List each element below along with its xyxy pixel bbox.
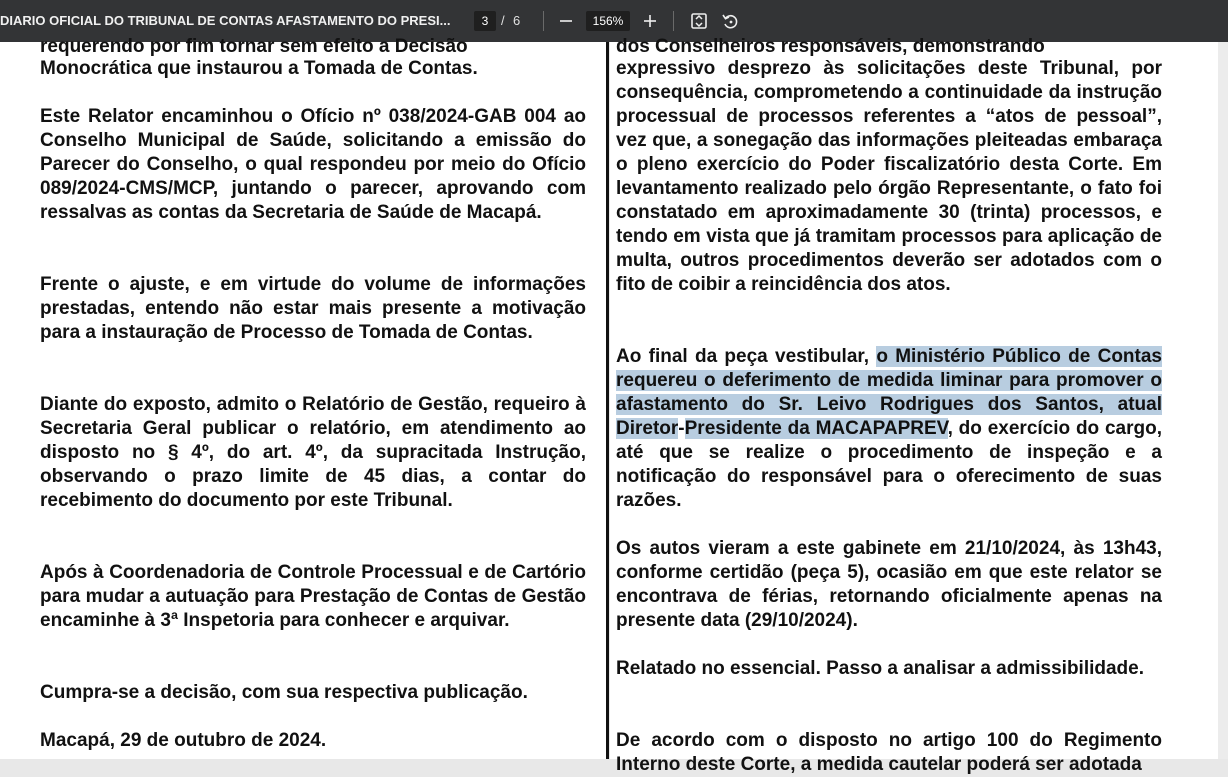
viewer-scrollbar[interactable] <box>1218 42 1228 759</box>
paragraph-with-highlight <box>616 345 1162 513</box>
zoom-out-icon <box>559 14 573 28</box>
toolbar-divider <box>673 11 674 31</box>
pdf-page-right-column <box>610 36 1218 775</box>
zoom-out-button[interactable] <box>553 8 579 34</box>
paragraph: Os autos vieram a este gabinete em 21/10/2024, às 13h43, conforme certidão (peça 5), ocasião em que este relator se encontrava de férias, retornando oficialmente apenas na presente data (29/10/2024). <box>616 538 1162 631</box>
paragraph: Macapá, 29 de outubro de 2024. <box>40 730 327 751</box>
paragraph: Após à Coordenadoria de Controle Processual e de Cartório para mudar a autuação para Prestação de Contas de Gestão encaminhe à 3ª Inspetoria para conhecer e arquivar. <box>40 562 586 631</box>
current-page-input[interactable]: 3 <box>474 11 496 31</box>
cut-off-text-line: requerendo por fim tornar sem efeito a Decisão <box>40 36 468 57</box>
page-separator: / <box>501 13 505 28</box>
document-title: DIARIO OFICIAL DO TRIBUNAL DE CONTAS AFASTAMENTO DO PRESI... <box>0 13 451 28</box>
paragraph: Este Relator encaminhou o Ofício nº 038/2024-GAB 004 ao Conselho Municipal de Saúde, solicitando a emissão do Parecer do Conselho, o qual respondeu por meio do Ofício 089/2024-CMS/MCP, juntando o parecer, aprovando com ressalvas as contas da Secretaria de Saúde de Macapá. <box>40 106 586 223</box>
text-span: - <box>678 418 685 439</box>
text-span: , do exercício do cargo, até que se realize o procedimento de inspeção e a notificação do responsável para o oferecimento de suas razões. <box>616 418 1162 511</box>
rotate-icon <box>721 12 739 30</box>
rotate-button[interactable] <box>717 8 743 34</box>
column-divider <box>606 42 609 759</box>
paragraph: Frente o ajuste, e em virtude do volume de informações prestadas, entendo não estar mais presente a motivação para a instauração de Processo de Tomada de Contas. <box>40 274 586 343</box>
text-span: Ao final da peça vestibular, <box>616 346 877 367</box>
total-pages: 6 <box>513 13 521 28</box>
zoom-in-icon <box>643 14 657 28</box>
cut-off-text-line: dos Conselheiros responsáveis, demonstrando <box>616 36 1045 57</box>
paragraph: Relatado no essencial. Passo a analisar a admissibilidade. <box>616 658 1145 679</box>
paragraph: Diante do exposto, admito o Relatório de Gestão, requeiro à Secretaria Geral publicar o relatório, em atendimento ao disposto no § 4º, do art. 4º, da supracitada Instrução, observando o prazo limite de 45 dias, a contar do recebimento do documento por este Tribunal. <box>40 394 586 511</box>
toolbar-divider <box>543 11 544 31</box>
paragraph: Cumpra-se a decisão, com sua respectiva publicação. <box>40 682 528 703</box>
highlighted-text[interactable]: Presidente da MACAPAPREV <box>684 418 948 439</box>
paragraph: De acordo com o disposto no artigo 100 do Regimento Interno deste Corte, a medida cautelar poderá ser adotada <box>616 730 1162 775</box>
paragraph: Monocrática que instaurou a Tomada de Contas. <box>40 58 478 79</box>
highlighted-text[interactable]: o Ministério Público de Contas requereu o deferimento de medida liminar para promover o afastamento do Sr. Leivo Rodrigues dos Santos, atual Diretor <box>616 346 1162 439</box>
pdf-page-left-column <box>0 36 608 759</box>
fit-page-icon <box>690 12 708 30</box>
zoom-level-input[interactable]: 156% <box>586 11 630 31</box>
fit-page-button[interactable] <box>686 8 712 34</box>
zoom-in-button[interactable] <box>637 8 663 34</box>
paragraph: expressivo desprezo às solicitações deste Tribunal, por consequência, comprometendo a continuidade da instrução processual de processos referentes a “atos de pessoal”, vez que, a sonegação das informações pleiteadas embaraça o pleno exercício do Poder fiscalizatório desta Corte. Em levantamento realizado pelo órgão Representante, o fato foi constatado em aproximadamente 30 (trinta) processos, e tendo em vista que já tramitam processos para aplicação de multa, outros procedimentos deverão ser adotados com o fito de coibir a reincidência dos atos. <box>616 58 1162 295</box>
